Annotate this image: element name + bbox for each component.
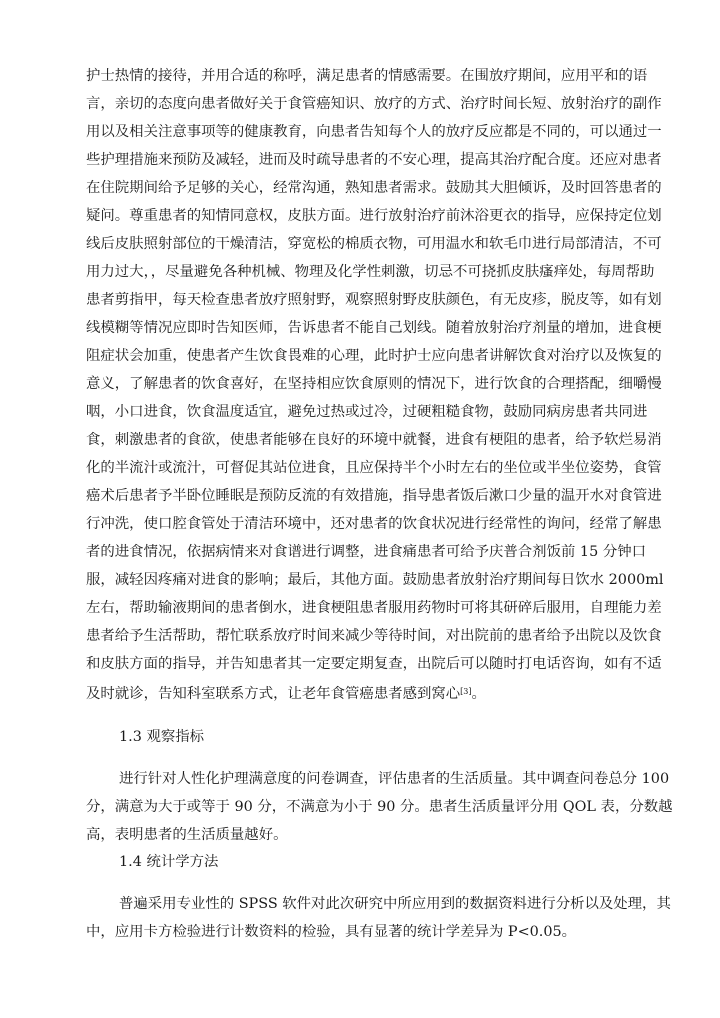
- paragraph-line: 患者给予生活帮助，帮忙联系放疗时间来减少等待时间，对出院前的患者给予出院以及饮食: [86, 628, 662, 644]
- paragraph-line: 高，表明患者的生活质量越好。: [86, 827, 288, 843]
- paragraph-line: 疑问。尊重患者的知情同意权，皮肤方面。进行放射治疗前沐浴更衣的指导，应保持定位划: [86, 208, 662, 224]
- paragraph-line: 服，减轻因疼痛对进食的影响；最后，其他方面。鼓励患者放射治疗期间每日饮水 2000ml: [86, 572, 664, 588]
- paragraph-line: 用以及相关注意事项等的健康教育，向患者告知每个人的放疗反应都是不同的，可以通过一: [86, 124, 662, 140]
- paragraph-line: 中，应用卡方检验进行计数资料的检验，具有显著的统计学差异为 P<0.05。: [86, 924, 577, 940]
- paragraph-line: 线模糊等情况应即时告知医师，告诉患者不能自己划线。随着放射治疗剂量的增加，进食梗: [86, 320, 662, 336]
- paragraph-line: 行冲洗，使口腔食管处于清洁环境中，还对患者的饮食状况进行经常性的询问，经常了解患: [86, 516, 662, 532]
- paragraph-line: 和皮肤方面的指导，并告知患者其一定要定期复查，出院后可以随时打电话咨询，如有不适: [86, 656, 662, 672]
- paragraph-line: 患者剪指甲，每天检查患者放疗照射野，观察照射野皮肤颜色，有无皮疹，脱皮等，如有划: [86, 292, 662, 308]
- paragraph-line: 意义，了解患者的饮食喜好，在坚持相应饮食原则的情况下，进行饮食的合理搭配，细嚼慢: [86, 376, 662, 392]
- paragraph-line: 者的进食情况，依据病情来对食谱进行调整，进食痛患者可给予庆普合剂饭前 15 分钟口: [86, 544, 646, 560]
- paragraph-line: 普遍采用专业性的 SPSS 软件对此次研究中所应用到的数据资料进行分析以及处理，其: [119, 896, 671, 912]
- paragraph-line: 用力过大，，尽量避免各种机械、物理及化学性刺激，切忌不可挠抓皮肤瘙痒处，每周帮助: [86, 264, 655, 280]
- paragraph-line: 进行针对人性化护理满意度的问卷调查，评估患者的生活质量。其中调查问卷总分 100: [119, 771, 670, 787]
- paragraph-line: 线后皮肤照射部位的干燥清洁，穿宽松的棉质衣物，可用温水和软毛巾进行局部清洁，不可: [86, 236, 662, 252]
- paragraph-last-line: [86, 682, 646, 704]
- paragraph-line: 癌术后患者予半卧位睡眠是预防反流的有效措施，指导患者饭后漱口少量的温开水对食管进: [86, 488, 662, 504]
- paragraph-line: 在住院期间给予足够的关心，经常沟通，熟知患者需求。鼓励其大胆倾诉，及时回答患者的: [86, 180, 662, 196]
- section-heading-1-4: 1.4 统计学方法: [119, 854, 219, 870]
- end-punctuation: 。: [471, 686, 486, 702]
- paragraph-line: 些护理措施来预防及减轻，进而及时疏导患者的不安心理，提高其治疗配合度。还应对患者: [86, 152, 662, 168]
- paragraph-line: 阻症状会加重，使患者产生饮食畏难的心理，此时护士应向患者讲解饮食对治疗以及恢复的: [86, 348, 662, 364]
- paragraph-line: 食，刺激患者的食欲，使患者能够在良好的环境中就餐，进食有梗阻的患者，给予软烂易消: [86, 432, 662, 448]
- citation-marker: [3]: [460, 687, 472, 696]
- paragraph-line: 分，满意为大于或等于 90 分，不满意为小于 90 分。患者生活质量评分用 QOL 表，分数越: [86, 799, 673, 815]
- paragraph-line: 言，亲切的态度向患者做好关于食管癌知识、放疗的方式、治疗时间长短、放射治疗的副作: [86, 96, 662, 112]
- paragraph-line: 左右，帮助输液期间的患者倒水，进食梗阻患者服用药物时可将其研碎后服用，自理能力差: [86, 600, 662, 616]
- paragraph-text: 及时就诊，告知科室联系方式，让老年食管癌患者感到窝心: [86, 686, 461, 702]
- paragraph-line: 护士热情的接待，并用合适的称呼，满足患者的情感需要。在围放疗期间，应用平和的语: [86, 68, 648, 84]
- paragraph-line: 咽，小口进食，饮食温度适宜，避免过热或过冷，过硬粗糙食物，鼓励同病房患者共同进: [86, 404, 648, 420]
- section-heading-1-3: 1.3 观察指标: [119, 729, 205, 745]
- paragraph-line: 化的半流汁或流汁，可督促其站位进食，且应保持半个小时左右的坐位或半坐位姿势，食管: [86, 460, 662, 476]
